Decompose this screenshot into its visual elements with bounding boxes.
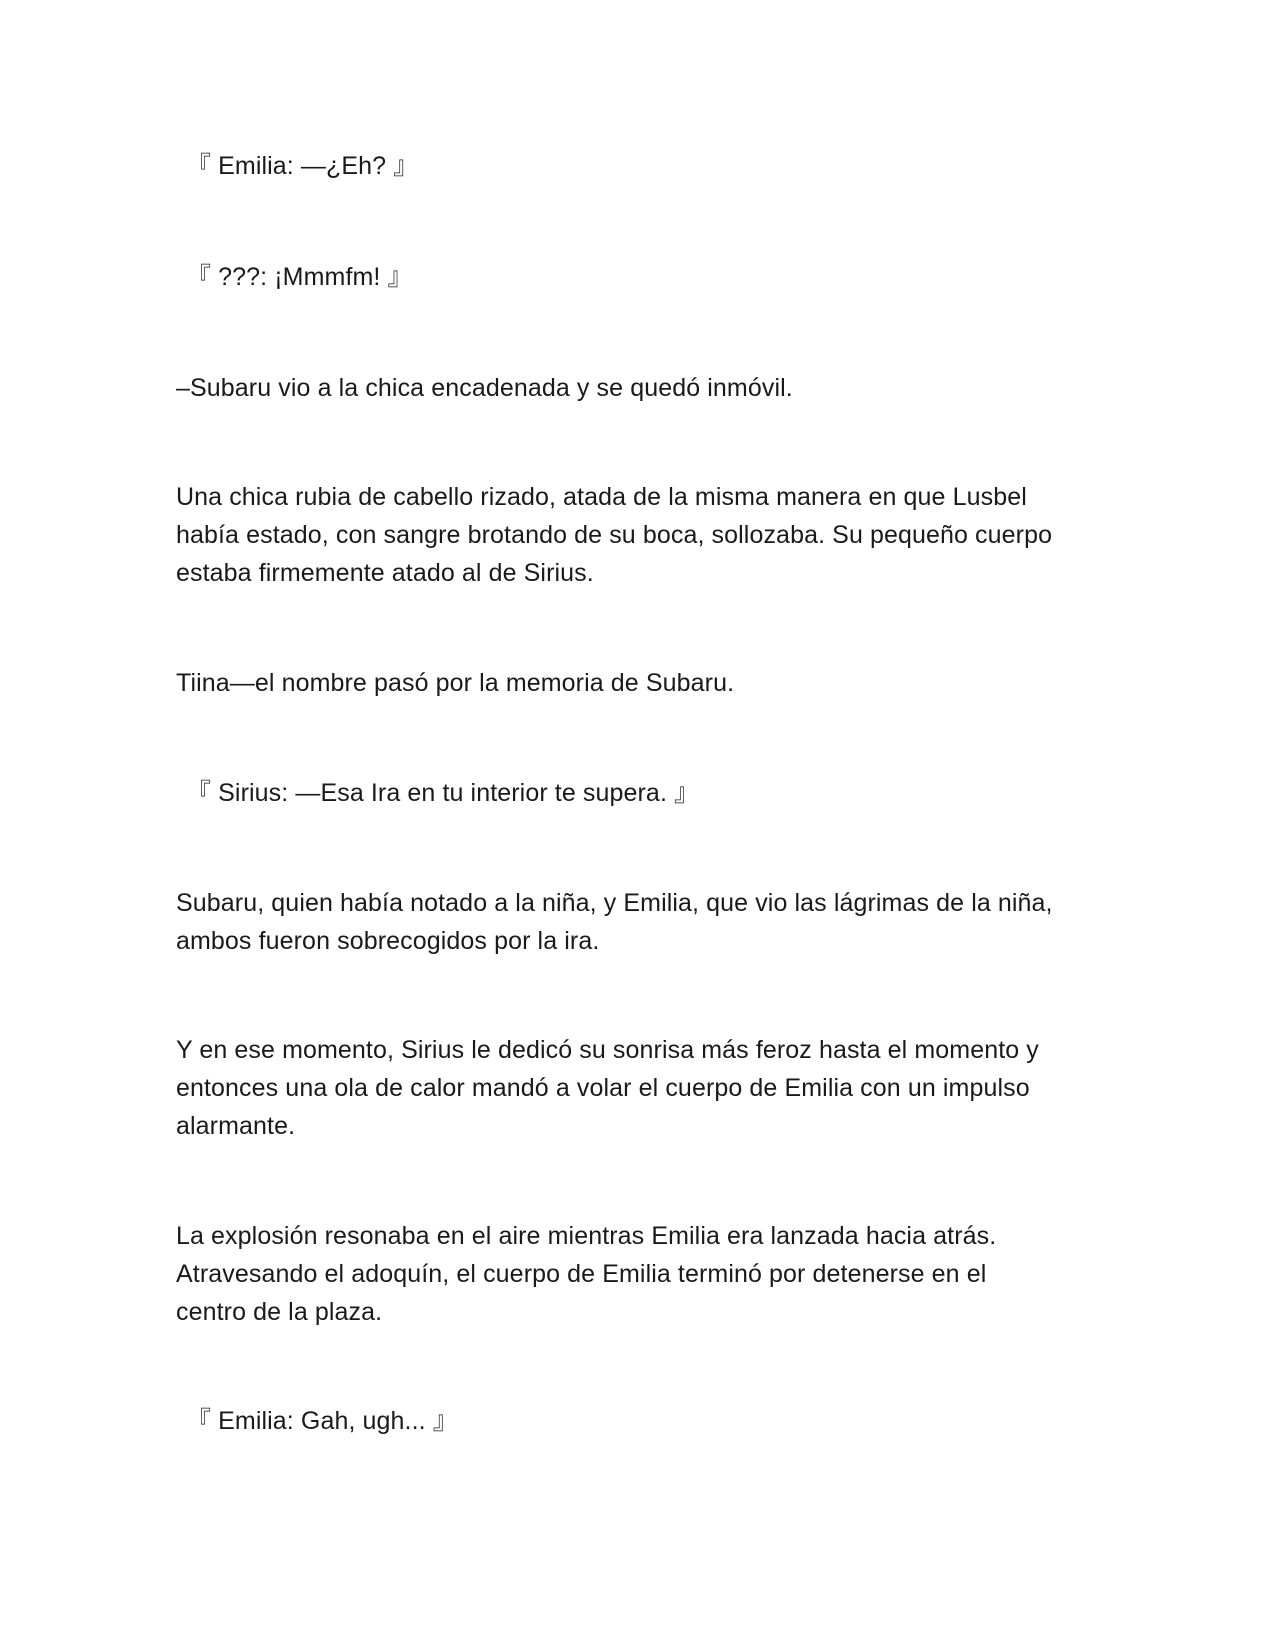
paragraph-line: entonces una ola de calor mandó a volar el cuerpo de Emilia con un impulso [176,1074,1030,1102]
paragraph-line: ambos fueron sobrecogidos por la ira. [176,927,600,955]
paragraph-line: Una chica rubia de cabello rizado, atada de la misma manera en que Lusbel [176,483,1027,511]
paragraph-line: –Subaru vio a la chica encadenada y se quedó inmóvil. [176,374,793,402]
paragraph-line: había estado, con sangre brotando de su boca, sollozaba. Su pequeño cuerpo [176,521,1053,549]
paragraph-line: Subaru, quien había notado a la niña, y Emilia, que vio las lágrimas de la niña, [176,889,1053,917]
paragraph-line: Y en ese momento, Sirius le dedicó su sonrisa más feroz hasta el momento y [176,1036,1039,1064]
dialogue-line: 『 Emilia: —¿Eh? 』 [186,152,419,180]
paragraph-line: Atravesando el adoquín, el cuerpo de Emilia terminó por detenerse en el [176,1260,987,1288]
dialogue-line: 『 Sirius: —Esa Ira en tu interior te supera. 』 [186,779,700,807]
paragraph-line: alarmante. [176,1112,296,1140]
dialogue-line: 『 ???: ¡Mmmfm! 』 [186,263,413,291]
paragraph-line: La explosión resonaba en el aire mientras Emilia era lanzada hacia atrás. [176,1222,997,1250]
paragraph-line: Tiina—el nombre pasó por la memoria de Subaru. [176,669,735,697]
paragraph-line: centro de la plaza. [176,1298,383,1326]
dialogue-line: 『 Emilia: Gah, ugh... 』 [186,1407,458,1435]
paragraph-line: estaba firmemente atado al de Sirius. [176,559,594,587]
